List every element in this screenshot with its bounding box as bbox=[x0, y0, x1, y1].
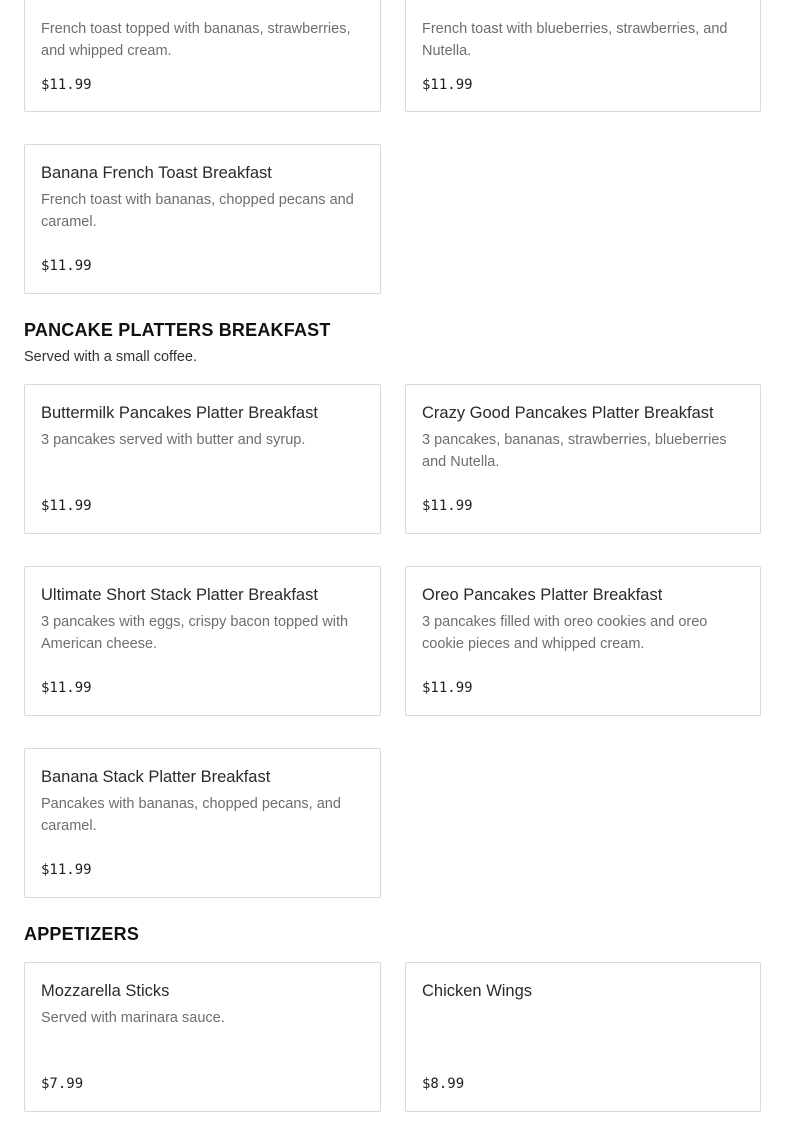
menu-item-card[interactable] bbox=[24, 384, 381, 534]
menu-item-name: Crazy Good Pancakes Platter Breakfast bbox=[422, 404, 714, 422]
menu-item-price: $11.99 bbox=[422, 77, 473, 93]
menu-item-description: Pancakes with bananas, chopped pecans, and caramel. bbox=[41, 796, 341, 834]
section-title-appetizers: APPETIZERS bbox=[24, 924, 140, 944]
menu-item-price: $7.99 bbox=[41, 1076, 84, 1092]
section-subtitle-pancake-platters: Served with a small coffee. bbox=[24, 349, 198, 365]
menu-item-price: $11.99 bbox=[41, 680, 92, 696]
menu-item-description: French toast with bananas, chopped pecans and caramel. bbox=[41, 192, 354, 230]
menu-item-card[interactable] bbox=[405, 566, 761, 716]
menu-item-name: Buttermilk Pancakes Platter Breakfast bbox=[41, 404, 318, 422]
menu-item-description: 3 pancakes, bananas, strawberries, blueberries and Nutella. bbox=[422, 432, 727, 470]
menu-item-name: Chicken Wings bbox=[422, 982, 533, 1000]
menu-item-name: Ultimate Short Stack Platter Breakfast bbox=[41, 586, 318, 604]
menu-item-price: $11.99 bbox=[41, 258, 92, 274]
menu-item-name: Banana French Toast Breakfast bbox=[41, 164, 272, 182]
menu-item-price: $11.99 bbox=[422, 680, 473, 696]
menu-item-description: 3 pancakes served with butter and syrup. bbox=[41, 432, 306, 448]
menu-item-price: $11.99 bbox=[41, 498, 92, 514]
menu-item-card[interactable] bbox=[405, 384, 761, 534]
menu-item-card[interactable] bbox=[24, 0, 381, 112]
menu-item-price: $11.99 bbox=[422, 498, 473, 514]
menu-item-card[interactable] bbox=[405, 0, 761, 112]
menu-item-card[interactable] bbox=[24, 566, 381, 716]
menu-item-name: Mozzarella Sticks bbox=[41, 982, 170, 1000]
menu-item-card[interactable] bbox=[24, 748, 381, 898]
menu-item-price: $11.99 bbox=[41, 862, 92, 878]
menu-item-description: French toast with blueberries, strawberries, and Nutella. bbox=[422, 21, 728, 59]
menu-item-price: $11.99 bbox=[41, 77, 92, 93]
menu-item-card[interactable] bbox=[24, 962, 381, 1112]
menu-item-price: $8.99 bbox=[422, 1076, 465, 1092]
menu-item-description: French toast topped with bananas, strawberries, and whipped cream. bbox=[41, 21, 351, 59]
menu-item-description: 3 pancakes with eggs, crispy bacon topped with American cheese. bbox=[41, 614, 349, 652]
menu-item-card[interactable] bbox=[24, 144, 381, 294]
menu-item-card[interactable] bbox=[405, 962, 761, 1112]
menu-item-name: Oreo Pancakes Platter Breakfast bbox=[422, 586, 663, 604]
section-title-pancake-platters: PANCAKE PLATTERS BREAKFAST bbox=[24, 320, 331, 340]
menu-item-description: Served with marinara sauce. bbox=[41, 1010, 225, 1026]
menu-item-name: Banana Stack Platter Breakfast bbox=[41, 768, 271, 786]
menu-item-description: 3 pancakes filled with oreo cookies and oreo cookie pieces and whipped cream. bbox=[422, 614, 708, 652]
